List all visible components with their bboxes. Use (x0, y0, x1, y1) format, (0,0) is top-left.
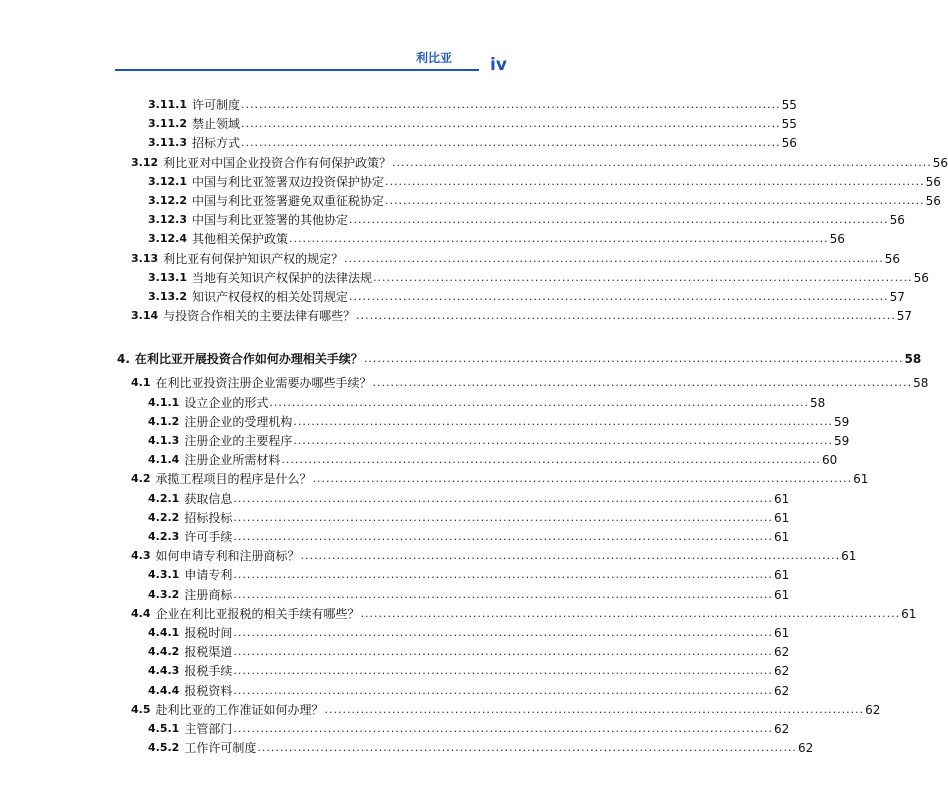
toc-entry[interactable] (148, 643, 790, 661)
toc-entry-title: 利比亚对中国企业投资合作有何保护政策？ (163, 155, 392, 170)
toc-entry-page: 55 (781, 98, 797, 112)
toc-entry[interactable] (131, 374, 929, 392)
toc-entry-number: 4.2.3 (148, 530, 180, 543)
toc-entry-number: 4.5.2 (148, 741, 180, 755)
toc-entry[interactable] (148, 490, 790, 508)
toc-leader-dots: ........................................................................................................................ (281, 453, 821, 467)
toc-entry-number: 4.1.2 (148, 414, 180, 428)
header-rule (115, 69, 479, 71)
toc-entry-title: 报税渠道 (184, 645, 233, 660)
toc-entry-page: 56 (913, 270, 929, 285)
toc-entry[interactable] (148, 432, 850, 450)
toc-entry-number: 3.11.3 (148, 136, 187, 150)
toc-leader-dots: ........................................................................................................................ (385, 194, 925, 207)
toc-entry-number: 4. (117, 352, 130, 367)
toc-entry-title: 注册商标 (184, 587, 233, 602)
toc-entry[interactable] (148, 173, 941, 191)
toc-entry-title: 注册企业的受理机构 (184, 414, 293, 429)
toc-entry-title: 承揽工程项目的程序是什么？ (155, 472, 312, 487)
toc-leader-dots: ........................................................................................................................ (324, 702, 865, 716)
toc-entry[interactable] (148, 509, 790, 527)
toc-entry[interactable] (148, 451, 838, 469)
toc-leader-dots: ........................................................................................................................ (269, 395, 809, 409)
toc-entry-page: 56 (889, 213, 905, 228)
toc-entry-title: 招标投标 (184, 510, 233, 525)
toc-entry-title: 报税手续 (184, 664, 233, 679)
toc-leader-dots: ........................................................................................................................ (289, 232, 829, 246)
toc-entry-page: 62 (773, 645, 790, 660)
toc-entry-title: 如何申请专利和注册商标？ (155, 549, 300, 564)
toc-entry-page: 62 (773, 683, 790, 698)
toc-leader-dots: ........................................................................................................................ (233, 664, 773, 678)
toc-entry-number: 3.11.1 (148, 98, 187, 111)
toc-entry-title: 中国与利比亚签署双边投资保护协定 (191, 174, 384, 189)
toc-entry-number: 4.5 (131, 702, 151, 716)
toc-entry-title: 中国与利比亚签署的其他协定 (191, 213, 348, 228)
toc-entry-page: 57 (896, 309, 913, 324)
toc-entry-page: 56 (925, 174, 941, 189)
toc-entry[interactable] (131, 250, 901, 268)
toc-leader-dots: ........................................................................................................................ (349, 213, 889, 227)
toc-entry[interactable] (131, 307, 913, 325)
toc-entry-page: 61 (773, 626, 790, 640)
toc-entry-title: 报税时间 (184, 626, 233, 640)
toc-entry[interactable] (148, 134, 797, 152)
toc-entry-page: 59 (833, 434, 850, 448)
toc-entry[interactable] (148, 624, 790, 642)
toc-entry-page: 61 (901, 606, 917, 621)
toc-entry-page: 58 (809, 395, 826, 410)
toc-entry-number: 4.5.1 (148, 722, 180, 735)
header-title: 利比亚 (416, 51, 453, 65)
toc-entry-number: 4.4.3 (148, 664, 180, 678)
toc-entry[interactable] (148, 566, 790, 584)
toc-entry-page: 61 (773, 568, 790, 583)
toc-entry[interactable] (148, 115, 797, 133)
toc-entry-number: 3.12.4 (148, 232, 187, 246)
toc-entry[interactable] (148, 682, 790, 700)
toc-entry-page: 62 (773, 664, 790, 679)
toc-leader-dots: ........................................................................................................................ (300, 549, 841, 563)
toc-entry-number: 4.4.4 (148, 683, 180, 697)
toc-leader-dots: ........................................................................................................................ (372, 376, 913, 390)
toc-entry-page: 56 (829, 232, 845, 247)
toc-entry[interactable] (131, 154, 948, 172)
toc-entry-number: 3.12.1 (148, 174, 187, 188)
toc-entry-page: 59 (833, 414, 850, 429)
toc-leader-dots: ........................................................................................................................ (385, 174, 925, 188)
toc-entry-title: 设立企业的形式 (184, 395, 269, 410)
toc-entry-number: 3.12 (131, 155, 159, 169)
toc-leader-dots: ........................................................................................................................ (233, 510, 773, 524)
toc-entry-page: 58 (913, 376, 929, 391)
toc-leader-dots: ........................................................................................................................ (233, 587, 773, 601)
toc-entry-title: 企业在利比亚报税的相关手续有哪些？ (155, 606, 360, 621)
toc-entry-number: 3.12.2 (148, 194, 187, 207)
toc-entry-page: 62 (773, 722, 790, 736)
toc-leader-dots: ........................................................................................................................ (373, 270, 913, 284)
toc-entry-page: 56 (884, 251, 901, 266)
toc-entry-number: 3.11.2 (148, 117, 187, 131)
toc-entry-page: 62 (865, 702, 881, 717)
toc-leader-dots: ........................................................................................................................ (360, 606, 901, 620)
toc-entry[interactable] (131, 547, 857, 565)
toc-leader-dots: ........................................................................................................................ (344, 251, 884, 265)
toc-entry-page: 56 (781, 136, 797, 151)
toc-entry-page: 61 (773, 491, 790, 506)
toc-entry-title: 注册企业所需材料 (184, 453, 281, 468)
header-page-numeral: iv (490, 55, 507, 75)
toc-entry[interactable] (117, 350, 922, 368)
toc-entry-number: 4.1 (131, 376, 151, 390)
toc-entry-page: 58 (904, 352, 922, 367)
toc-entry-title: 申请专利 (184, 568, 233, 583)
toc-entry[interactable] (148, 586, 790, 604)
toc-entry-page: 61 (773, 530, 790, 544)
toc-entry-number: 4.4.2 (148, 645, 180, 659)
toc-entry-title: 知识产权侵权的相关处罚规定 (191, 290, 348, 304)
toc-leader-dots: ........................................................................................................................ (241, 117, 781, 131)
toc-entry-title: 主管部门 (184, 722, 233, 736)
toc-leader-dots: ........................................................................................................................ (312, 472, 853, 486)
toc-entry-number: 4.3 (131, 549, 151, 563)
toc-entry-number: 4.1.3 (148, 434, 180, 447)
toc-entry[interactable] (148, 211, 905, 229)
toc-entry-title: 获取信息 (184, 491, 233, 506)
toc-entry-page: 61 (853, 472, 869, 487)
toc-leader-dots: ........................................................................................................................ (293, 434, 833, 447)
toc-entry-title: 许可手续 (184, 530, 233, 544)
toc-entry-page: 62 (797, 741, 814, 756)
toc-leader-dots: ........................................................................................................................ (233, 568, 773, 582)
toc-entry-number: 3.13.1 (148, 270, 187, 284)
toc-entry-page: 60 (821, 453, 838, 468)
toc-leader-dots: ........................................................................................................................ (233, 626, 773, 639)
toc-entry-title: 注册企业的主要程序 (184, 434, 293, 448)
toc-entry-number: 4.3.2 (148, 587, 180, 601)
toc-entry-number: 4.1.4 (148, 453, 180, 467)
toc-entry[interactable] (148, 528, 790, 546)
toc-leader-dots: ........................................................................................................................ (233, 491, 773, 505)
toc-entry-title: 当地有关知识产权保护的法律法规 (191, 270, 372, 285)
toc-entry-number: 4.2.2 (148, 510, 180, 524)
toc-entry-number: 4.4 (131, 606, 151, 620)
toc-entry-title: 报税资料 (184, 683, 233, 698)
toc-entry-title: 禁止领域 (191, 117, 240, 132)
toc-entry-number: 4.1.1 (148, 395, 180, 409)
toc-entry-number: 4.2 (131, 472, 151, 486)
toc-entry[interactable] (131, 605, 917, 623)
toc-entry[interactable] (131, 701, 881, 719)
toc-entry-page: 61 (773, 510, 790, 525)
toc-leader-dots: ........................................................................................................................ (233, 722, 773, 735)
toc-entry-title: 在利比亚投资注册企业需要办哪些手续？ (155, 376, 372, 391)
toc-entry[interactable] (148, 192, 941, 210)
toc-leader-dots: ........................................................................................................................ (293, 414, 833, 428)
toc-entry-title: 与投资合作相关的主要法律有哪些？ (163, 309, 356, 324)
toc-leader-dots: ........................................................................................................................ (349, 290, 889, 303)
toc-entry-number: 3.14 (131, 309, 159, 323)
toc-leader-dots: ........................................................................................................................ (233, 683, 773, 697)
toc-entry[interactable] (148, 720, 790, 738)
toc-entry-title: 许可制度 (191, 98, 240, 112)
toc-entry[interactable] (148, 394, 826, 412)
toc-leader-dots: ........................................................................................................................ (233, 530, 773, 543)
toc-entry-number: 4.3.1 (148, 568, 180, 582)
toc-entry[interactable] (148, 96, 797, 114)
toc-entry-number: 3.13 (131, 251, 159, 265)
toc-entry-number: 4.2.1 (148, 491, 180, 505)
toc-entry-number: 3.13.2 (148, 290, 187, 303)
toc-entry-title: 中国与利比亚签署避免双重征税协定 (191, 194, 384, 208)
toc-entry-page: 61 (773, 587, 790, 602)
toc-entry[interactable] (148, 288, 905, 306)
toc-entry[interactable] (148, 269, 929, 287)
toc-entry-title: 招标方式 (191, 136, 240, 151)
toc-leader-dots: ........................................................................................................................ (392, 155, 932, 169)
toc-entry[interactable] (148, 662, 790, 680)
toc-leader-dots: ........................................................................................................................ (363, 352, 904, 366)
toc-entry[interactable] (148, 739, 814, 757)
toc-entry-page: 57 (889, 290, 905, 304)
toc-leader-dots: ........................................................................................................................ (241, 136, 781, 150)
toc-leader-dots: ........................................................................................................................ (233, 645, 773, 659)
toc-leader-dots: ........................................................................................................................ (241, 98, 781, 111)
toc-entry[interactable] (131, 470, 869, 488)
toc-entry-title: 其他相关保护政策 (191, 232, 288, 247)
toc-leader-dots: ........................................................................................................................ (356, 309, 896, 323)
toc-entry-page: 56 (925, 194, 941, 208)
toc-entry-page: 61 (841, 549, 857, 564)
toc-entry-page: 55 (781, 117, 797, 132)
toc-entry-title: 工作许可制度 (184, 741, 257, 756)
toc-leader-dots: ........................................................................................................................ (257, 741, 797, 755)
toc-entry-title: 赴利比亚的工作准证如何办理？ (155, 702, 324, 717)
toc-entry[interactable] (148, 230, 845, 248)
toc-entry-title: 在利比亚开展投资合作如何办理相关手续？ (134, 352, 363, 367)
toc-entry-number: 3.12.3 (148, 213, 187, 227)
toc-entry[interactable] (148, 413, 850, 431)
toc-entry-title: 利比亚有何保护知识产权的规定？ (163, 251, 344, 266)
toc-entry-page: 56 (932, 155, 948, 170)
toc-entry-number: 4.4.1 (148, 626, 180, 639)
